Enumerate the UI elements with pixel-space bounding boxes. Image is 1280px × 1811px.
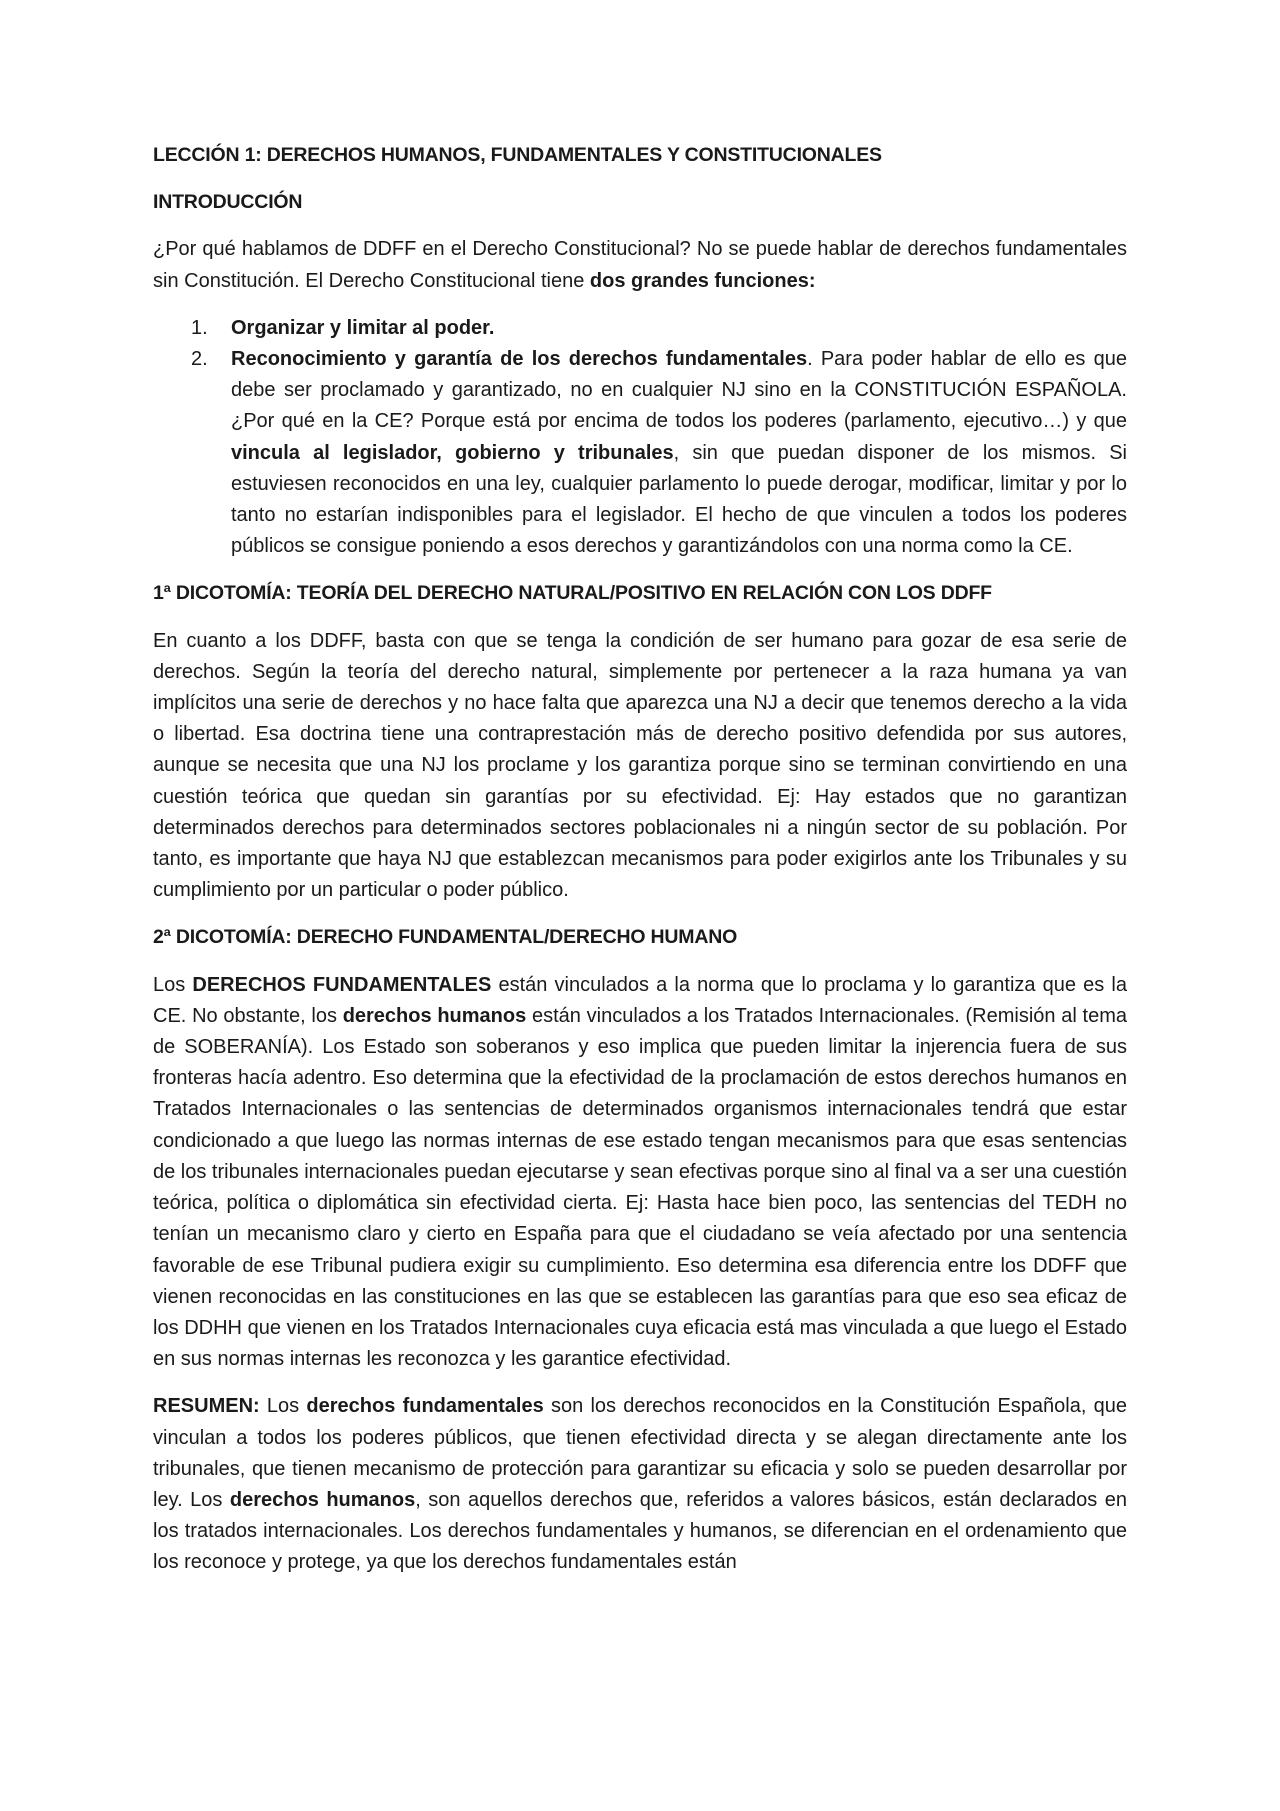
intro-heading: INTRODUCCIÓN: [153, 191, 303, 214]
section1-paragraph: En cuanto a los DDFF, basta con que se tenga la condición de ser humano para gozar de esa serie de derechos. Según la teoría del derecho natural, simplemente por pertenecer a la raza humana ya van implícitos una serie de derechos y no hace falta que aparezca una NJ a decir que tenemos derecho a la vida o libertad. Esa doctrina tiene una contraprestación más de derecho positivo defendida por sus autores, aunque se necesita que una NJ los proclame y los garantiza porque sino se terminan convirtiendo en una cuestión teórica que quedan sin garantías por su efectividad. Ej: Hay estados que no garantizan determinados derechos para determinados sectores poblacionales ni a ningún sector de su población. Por tanto, es importante que haya NJ que establezcan mecanismos para poder exigirlos ante los Tribunales y su cumplimiento por un particular o poder público.: [153, 629, 1127, 902]
functions-list: [153, 313, 1127, 563]
section2-text: están vinculados a los Tratados Internacionales. (Remisión al tema de SOBERANÍA). Los Estado son soberanos y eso implica que pueden limitar la injerencia fuera de sus fronteras hacía adentro. Eso determina que la efectividad de la proclamación de estos derechos humanos en Tratados Internacionales o las sentencias de determinados organismos internacionales tendrá que estar condicionado a que luego las normas internas de ese estado tengan mecanismos para que esas sentencias de los tribunales internacionales puedan ejecutarse y sean efectivas porque sino al final va a ser una cuestión teórica, política o diplomática sin efectividad cierta. Ej: Hasta hace bien poco, las sentencias del TEDH no tenían un mecanismo claro y cierto en España para que el ciudadano se veía afectado por una sentencia favorable de ese Tribunal pudiera exigir su cumplimiento. Eso determina esa diferencia entre los DDFF que vienen reconocidas en las constituciones en las que se establecen las garantías para que eso sea eficaz de los DDHH que vienen en los Tratados Internacionales cuya eficacia está mas vinculada a que luego el Estado en sus normas internas les reconozca y les garantice efectividad.: [153, 1004, 1128, 1371]
summary-bold: derechos humanos: [229, 1488, 416, 1511]
intro-paragraph: [153, 234, 1127, 296]
list-item-bold: Organizar y limitar al poder.: [231, 316, 495, 339]
intro-text: ¿Por qué hablamos de DDFF en el Derecho Constitucional? No se puede hablar de derechos fundamentales sin Constitución. El Derecho Constitucional tiene: [153, 238, 1127, 292]
summary-text: son los derechos reconocidos en la Constitución Española, que vinculan a todos los poderes públicos, que tienen efectividad directa y se alegan directamente ante los tribunales, que tienen mecanismo de protección para garantizar su eficacia y solo se pueden desarrollar por ley. Los: [153, 1395, 1128, 1511]
section2-text: Los: [153, 973, 193, 996]
summary-text: , son aquellos derechos que, referidos a valores básicos, están declarados en los tratados internacionales. Los derechos fundamentales y humanos, se diferencian en el ordenamiento que los reconoce y protege, ya que los derechos fundamentales están: [153, 1488, 1128, 1574]
section2-bold: DERECHOS FUNDAMENTALES: [192, 973, 492, 996]
intro-bold: dos grandes funciones:: [589, 269, 816, 292]
list-item-text: , sin que puedan disponer de los mismos. Si estuviesen reconocidos en una ley, cualquier parlamento lo puede derogar, modificar, limitar y por lo tanto no estarían indisponibles para el legislador. El hecho de que vinculen a todos los poderes públicos se consigue poniendo a esos derechos y garantizándolos con una norma como la CE.: [231, 441, 1127, 558]
section2-paragraph: [153, 970, 1127, 1376]
summary-text: Los: [259, 1395, 307, 1418]
list-item-text: . Para poder hablar de ello es que debe ser proclamado y garantizado, no en cualquier NJ sino en la CONSTITUCIÓN ESPAÑOLA. ¿Por qué en la CE? Porque está por encima de todos los poderes (parlamento, ejecutivo…) y que: [231, 348, 1127, 433]
section2-bold: derechos humanos: [342, 1004, 527, 1027]
summary-bold: derechos fundamentales: [306, 1395, 544, 1418]
list-item: [153, 344, 1127, 562]
section2-heading: 2ª DICOTOMÍA: DERECHO FUNDAMENTAL/DERECHO HUMANO: [153, 926, 738, 949]
section2-text: están vinculados a la norma que lo proclama y lo garantiza que es la CE. No obstante, los: [153, 973, 1127, 1027]
lesson-title: LECCIÓN 1: DERECHOS HUMANOS, FUNDAMENTALES Y CONSTITUCIONALES: [153, 144, 882, 166]
summary-paragraph: [153, 1391, 1127, 1578]
section1-heading: 1ª DICOTOMÍA: TEORÍA DEL DERECHO NATURAL/POSITIVO EN RELACIÓN CON LOS DDFF: [153, 582, 992, 605]
document-page: [153, 140, 1127, 1595]
list-item-bold: Reconocimiento y garantía de los derechos fundamentales: [231, 348, 808, 371]
list-number: 1.: [191, 316, 208, 339]
list-number: 2.: [191, 348, 208, 371]
summary-label: RESUMEN:: [153, 1395, 260, 1418]
list-item-bold-inline: vincula al legislador, gobierno y tribunales: [231, 441, 674, 464]
list-item: [153, 313, 1127, 344]
